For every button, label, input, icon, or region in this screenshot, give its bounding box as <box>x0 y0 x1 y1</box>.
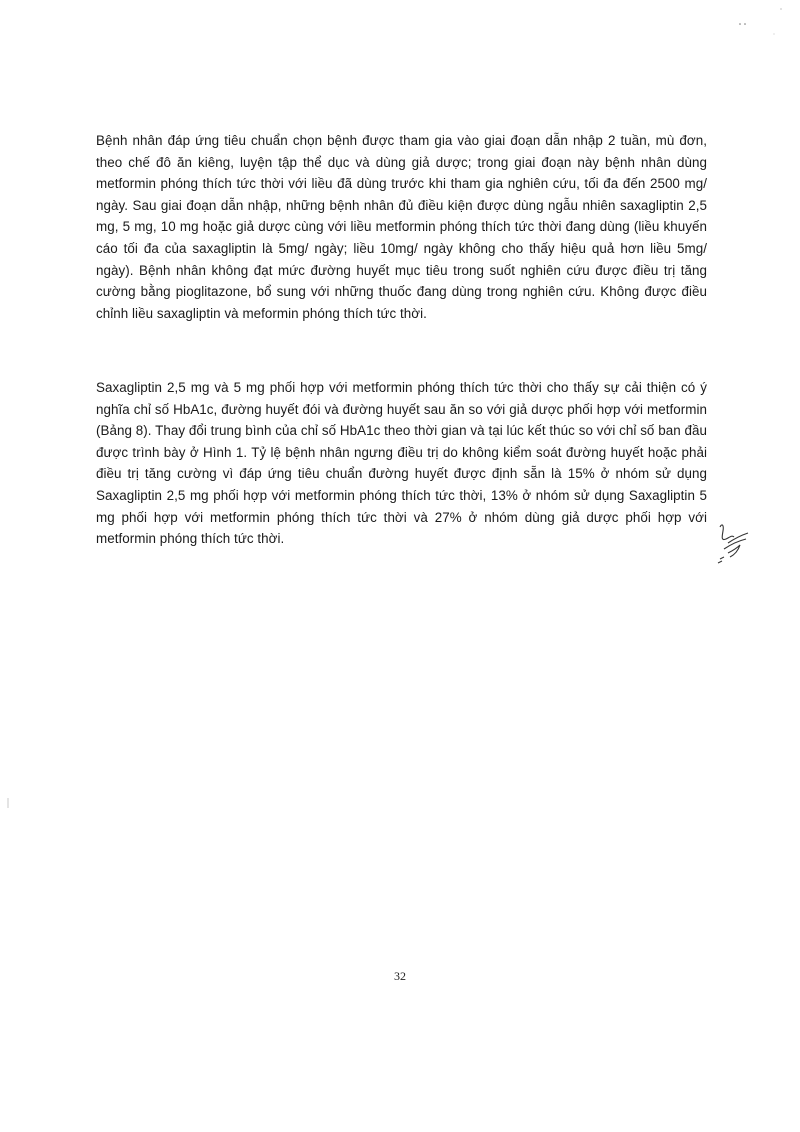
page-number: 32 <box>394 969 406 983</box>
body-paragraph-1: Bệnh nhân đáp ứng tiêu chuẩn chọn bệnh được tham gia vào giai đoạn dẫn nhập 2 tuần, mù đơn, theo chế đô ăn kiêng, luyện tập thể dục và dùng giả dược; trong giai đoạn này bệnh nhân dùng metformin phóng thích tức thời với liều đã dùng trước khi tham gia nghiên cứu, tối đa đến 2500 mg/ ngày. Sau giai đoạn dẫn nhập, những bệnh nhân đủ điều kiện được dùng ngẫu nhiên saxagliptin 2,5 mg, 5 mg, 10 mg hoặc giả dược cùng với liều metformin phóng thích tức thời đang dùng (liều khuyến cáo tối đa của saxagliptin là 5mg/ ngày; liều 10mg/ ngày không cho thấy hiệu quả hơn liều 5mg/ ngày). Bệnh nhân không đạt mức đường huyết mục tiêu trong suốt nghiên cứu được điều trị tăng cường bằng pioglitazone, bổ sung với những thuốc đang dùng trong nghiên cứu. Không được điều chỉnh liều saxagliptin và meformin phóng thích tức thời. <box>96 133 707 321</box>
scan-edge-mark <box>6 798 10 808</box>
body-paragraph-2: Saxagliptin 2,5 mg và 5 mg phối hợp với metformin phóng thích tức thời cho thấy sự cải thiện có ý nghĩa chỉ số HbA1c, đường huyết đói và đường huyết sau ăn so với giả dược phối hợp với metformin (Bảng 8). Thay đổi trung bình của chỉ số HbA1c theo thời gian và tại lúc kết thúc so với chỉ số ban đầu được trình bày ở Hình 1. Tỷ lệ bệnh nhân ngưng điều trị do không kiểm soát đường huyết hoặc phải điều trị tăng cường vì đáp ứng tiêu chuẩn đường huyết được định sẵn là 15% ở nhóm sử dụng Saxagliptin 2,5 mg phối hợp với metformin phóng thích tức thời, 13% ở nhóm sử dụng Saxagliptin 5 mg phối hợp với metformin phóng thích tức thời và 27% ở nhóm dùng giả dược phối hợp với metformin phóng thích tức thời. <box>96 380 707 547</box>
handwritten-initial-icon <box>714 519 754 565</box>
scan-speck-marks <box>736 6 786 46</box>
